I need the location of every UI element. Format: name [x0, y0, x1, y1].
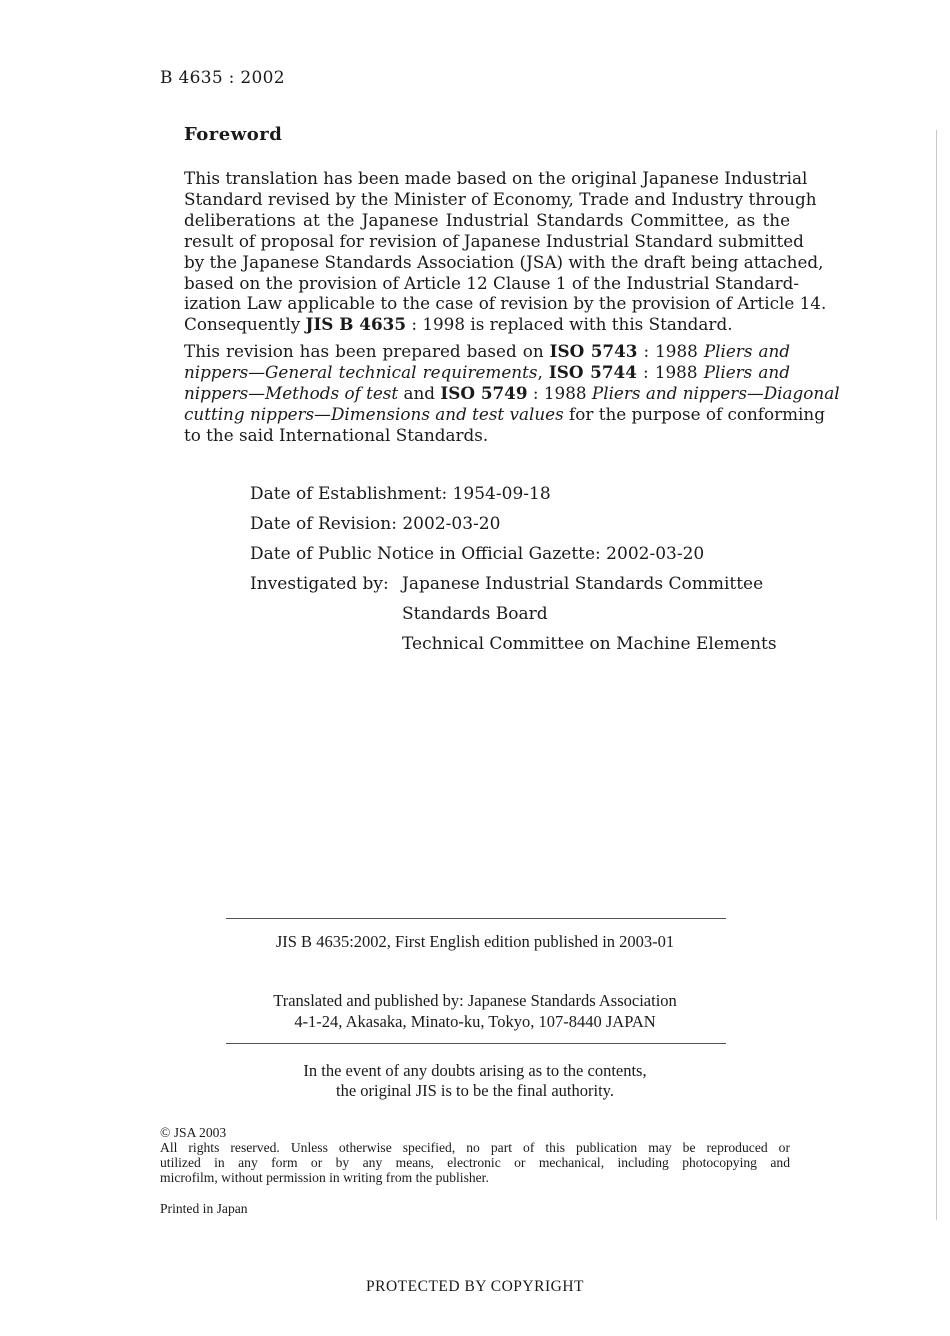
paragraph-line: based on the provision of Article 12 Clause 1 of the Industrial Standard- — [184, 272, 800, 293]
paragraph-line: result of proposal for revision of Japanese Industrial Standard submitted — [184, 230, 804, 251]
divider-top — [226, 918, 726, 919]
paragraph-line — [184, 403, 825, 425]
paragraph-line — [184, 341, 790, 362]
date-of-establishment: Date of Establishment: 1954-09-18 — [250, 484, 551, 504]
text-run: : 1988 — [637, 341, 704, 361]
standard-reference: ISO 5743 — [549, 341, 638, 361]
text-run: for the purpose of conforming — [563, 403, 825, 424]
text-run: and — [398, 382, 441, 403]
authority-note-line-2: the original JIS is to be the final authority. — [335, 1081, 614, 1100]
standard-title: Pliers and — [703, 341, 790, 361]
foreword-paragraph-1 — [184, 168, 827, 335]
foreword-heading: Foreword — [184, 124, 283, 145]
text-run: , — [537, 361, 549, 382]
protected-by-copyright-footer: PROTECTED BY COPYRIGHT — [366, 1278, 584, 1295]
printed-in: Printed in Japan — [160, 1201, 248, 1216]
standard-title: cutting nippers—Dimensions and test values — [184, 403, 564, 424]
translated-by: Translated and published by: Japanese Standards Association — [273, 991, 677, 1010]
publisher-address: 4-1-24, Akasaka, Minato-ku, Tokyo, 107-8440 JAPAN — [294, 1012, 656, 1031]
edition-note: JIS B 4635:2002, First English edition published in 2003-01 — [275, 932, 675, 951]
standard-reference: ISO 5749 — [440, 382, 528, 403]
standard-reference: JIS B 4635 — [305, 314, 406, 335]
text-run: This revision has been prepared based on — [184, 341, 550, 361]
rights-line: All rights reserved. Unless otherwise specified, no part of this publication may be reproduced or — [160, 1140, 790, 1155]
paragraph-line: Standard revised by the Minister of Economy, Trade and Industry through — [184, 188, 817, 209]
authority-note-line-1: In the event of any doubts arising as to the contents, — [303, 1061, 647, 1080]
paragraph-line — [184, 362, 790, 383]
date-of-revision: Date of Revision: 2002-03-20 — [250, 514, 501, 534]
scan-edge-line — [936, 130, 937, 1220]
paragraph-line: deliberations at the Japanese Industrial Standards Committee, as the — [184, 209, 790, 230]
standard-title: Pliers and nippers—Diagonal — [591, 382, 840, 403]
standard-title: Pliers and — [703, 361, 790, 382]
text-run: Consequently — [184, 314, 306, 335]
paragraph-line: This translation has been made based on the original Japanese Industrial — [184, 168, 808, 188]
text-run: : 1988 — [527, 382, 592, 403]
standard-reference: ISO 5744 — [548, 361, 637, 382]
document-id: B 4635 : 2002 — [160, 68, 285, 88]
investigated-by-committee: Japanese Industrial Standards Committee — [402, 574, 764, 594]
divider-bottom — [226, 1043, 726, 1044]
date-of-public-notice: Date of Public Notice in Official Gazette: 2002-03-20 — [250, 544, 705, 564]
foreword-paragraph-2 — [184, 341, 840, 446]
text-run: : 1998 is replaced with this Standard. — [406, 314, 733, 335]
standard-title: nippers—Methods of test — [184, 382, 399, 403]
paragraph-line: by the Japanese Standards Association (JSA) with the draft being attached, — [184, 251, 824, 272]
paragraph-line: to the said International Standards. — [184, 424, 489, 445]
investigated-by-technical-committee: Technical Committee on Machine Elements — [402, 634, 777, 654]
text-run: : 1988 — [636, 361, 704, 382]
rights-statement — [160, 1140, 790, 1186]
rights-line: microfilm, without permission in writing from the publisher. — [160, 1170, 489, 1186]
paragraph-line — [184, 314, 790, 335]
rights-line: utilized in any form or by any means, electronic or mechanical, including photocopying and — [160, 1155, 790, 1171]
standard-title: nippers—General technical requirements — [184, 361, 538, 382]
copyright-notice: © JSA 2003 — [160, 1125, 227, 1140]
paragraph-line: ization Law applicable to the case of revision by the provision of Article 14. — [184, 293, 827, 314]
investigated-by-label: Investigated by: — [250, 574, 389, 594]
investigated-by-board: Standards Board — [402, 604, 548, 624]
paragraph-line — [184, 382, 840, 404]
